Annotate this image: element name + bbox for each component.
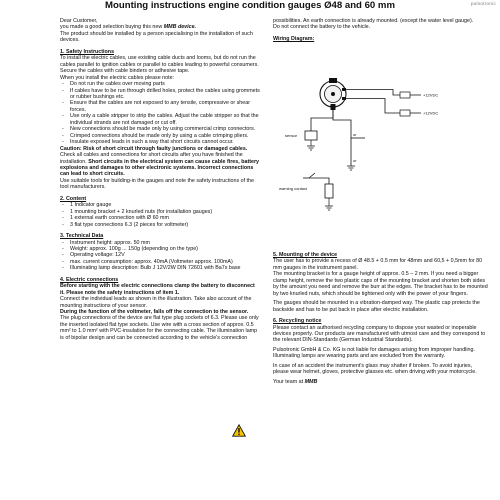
section-5-paragraph: The mounting bracket is for a gauge height of approx. 0.5 – 2 mm. If you need a bigger clamp height, remove the two plastic caps of the mounting bracket and shorten both sides by the amount you need and remove the burr at the edges. The bracket has to be mounted by two knurled nuts, which should be tightened only with the power of your fingers. <box>273 271 488 297</box>
section-5-paragraph: The gauges should be mounted in a vibration-damped way. The plastic cap protects the backside and has to be put back in place after electric installation. <box>273 300 480 313</box>
page-title: Mounting instructions engine condition gauges Ø48 and 60 mm <box>105 0 395 11</box>
section-2-title: 2. Content <box>60 195 87 202</box>
or-label-1: or <box>353 132 357 137</box>
section-5-paragraph: The user has to provide a recess of Ø 48.5 + 0.5 mm for 48mm and 60,5 + 0,5mm for 80 mm gauges in the instrument panel. <box>273 258 483 271</box>
section-6-paragraph: Pulsotronic GmbH & Co. KG is not liable for damages arising from improper handling. Illuminating lamps are wearing parts and are excluded from the warranty. <box>273 346 475 360</box>
wiring-diagram-title: Wiring Diagram: <box>273 35 315 42</box>
section-3-title: 3. Technical Data <box>60 233 104 240</box>
section-6-paragraph: Please contact an authorised recycling company to dispose your wasted or inoperable devices properly. Our products are manufactured with utmost care and they correspond to the relevant DIN-Standards (German Industrial Standards). <box>273 324 486 344</box>
warning-triangle-icon <box>232 424 246 437</box>
tech-data-list <box>60 240 260 272</box>
list-item: - Crimped connections should be made only by using a cable crimping pliers. <box>60 133 260 139</box>
list-item: - Use only a cable stripper to strip the cables. Adjust the cable stripper so that the individual strands are not damaged or cut off. <box>60 113 260 126</box>
continued-text: Do not connect the battery to the vehicle. <box>273 24 371 31</box>
or-label-2: or <box>353 158 357 163</box>
list-item: - Operating voltage: 12V <box>60 252 260 258</box>
section-4-title: 4. Electric connections <box>60 276 119 283</box>
warning-contact-label: warning contact <box>279 186 308 191</box>
list-item: - Do not run the cables over moving parts <box>60 81 260 87</box>
list-item: - 1 mounting bracket + 2 knurled nuts (for installation gauges) <box>60 209 260 215</box>
section-1-paragraph: Secure the cables with cable binders or adhesive tape. <box>60 68 190 75</box>
section-5-title: 5. Mounting of the device <box>273 252 338 258</box>
sign-off: Your team at MMB <box>273 378 318 385</box>
tools-text: Use suitable tools for building-in the gauges and note the safety instructions of the tool manufacturers. <box>60 177 254 191</box>
wiring-diagram <box>273 66 488 224</box>
list-item: - Ensure that the cables are not exposed to any tensile, compressive or shear forces. <box>60 100 260 113</box>
greeting: Dear Customer, <box>60 18 98 24</box>
safety-list <box>60 81 260 146</box>
continued-text: possibilities. An earth connection is already mounted. (except the water level gauge). <box>273 18 474 24</box>
fuse-symbol <box>400 92 410 116</box>
list-item: - Illuminating lamp description: Bulb J 12V/2W DIN 72601 with Ba7s base <box>60 265 260 271</box>
check-text: Check all cables and connections for short circuits after you have finished the installation. Short circuits in the electrical system can cause cable fires, battery explosions and damages to other electronic systems. Incorrect connections can lead to short circuits. <box>60 152 260 178</box>
right-column-lower <box>273 252 488 385</box>
intro-text: The product should be installed by a person specialising in the installation of such devices. <box>60 30 253 44</box>
right-column <box>273 18 488 42</box>
sensor-symbol <box>305 131 317 150</box>
section-6-paragraph: In case of an accident the instrument's glass may shatter if broken. To avoid injuries, please wear helmet, gloves, protective glasses etc. when driving with your motorcycle. <box>273 362 477 376</box>
brand-logo: pulsotronic <box>470 1 496 6</box>
section-4-paragraph: Connect the individual leads as shown in the illustration. Take also account of the mounting instructions of your sensor. <box>60 296 252 309</box>
voltage-label-1: +12VDC <box>423 92 439 98</box>
caution-text: Caution: Risk of short circuit through faulty junctions or damaged cables. <box>60 145 248 152</box>
section-1-title: 1. Safety Instructions <box>60 48 115 55</box>
content-list <box>60 202 260 228</box>
list-item: - If cables have to be run through drilled holes, protect the cables using grommets or rubber bushings etc. <box>60 88 260 101</box>
list-item: - 3 flat type connections 6.3 (2 pieces for voltmeter) <box>60 222 260 228</box>
section-4-voltmeter-note: During the function of the voltmeter, falls off the connection to the sensor. <box>60 309 249 316</box>
gauge-body <box>320 78 346 110</box>
list-item: - max. current consumption: approx. 40mA (Voltmeter approx. 100mA) <box>60 259 260 265</box>
section-6-title: 6. Recycling notice <box>273 318 322 325</box>
list-item: - Insulate exposed leads in such a way that short circuits cannot occur. <box>60 139 260 145</box>
voltage-label-2: +12VDC <box>423 110 439 116</box>
list-item: - 1 Indicator gauge <box>60 202 260 208</box>
ground-symbol <box>347 166 355 170</box>
list-item: - New connections should be made only by using commercial crimp connectors. <box>60 126 260 132</box>
intro-line: you made a good selection buying this new MMB device. <box>60 24 197 31</box>
lamp-symbol <box>325 184 333 210</box>
left-column <box>60 18 260 341</box>
section-1-paragraph: When you install the electric cables please note: <box>60 74 175 81</box>
section-4-warning: Before starting with the electric connections clamp the battery to disconnect it. Please note the safety instructions of item 1. <box>60 283 255 296</box>
sensor-label: sensor <box>285 133 298 138</box>
section-1-paragraph: To install the electric cables, use existing cable ducts and looms, but do not run the cables parallel to ignition cables or parallel to cables leading to powerful consumers. <box>60 55 259 68</box>
list-item: - Instrument height: approx. 50 mm <box>60 240 260 246</box>
section-4-paragraph: The plug connections of the device are flat type plug sockets of 6.3. Please use only the inserted isolated flat type sockets. Use wire with a cross section of approx. 0.5 mm² to 1.0 mm² with PVC-insulation for the connecting cable. The illumination lamp is of bipolar design and can be connected according to the vehicle's connection <box>60 315 259 341</box>
list-item: - 1 external earth connection with Ø 60 mm <box>60 215 260 221</box>
list-item: - Weight: approx. 100g ... 150g (depending on the type) <box>60 246 260 252</box>
